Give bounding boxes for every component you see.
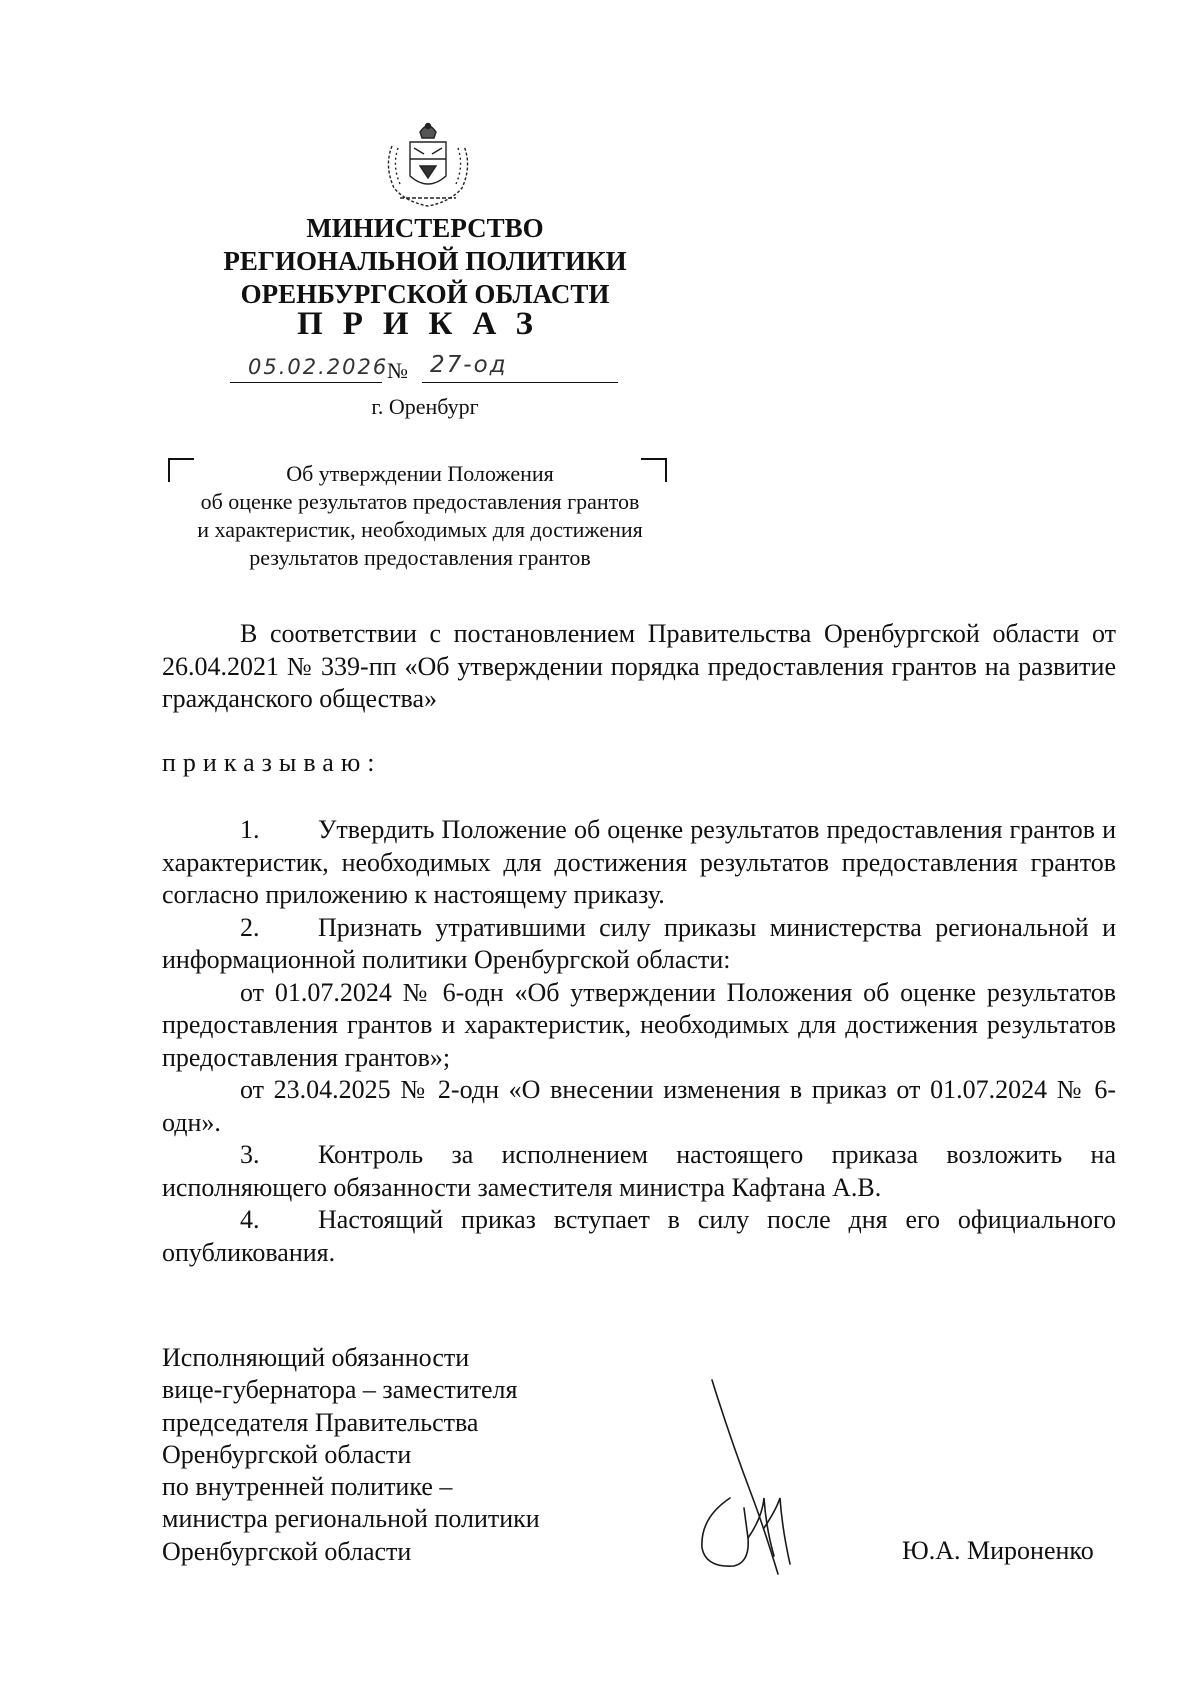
signer-title-line: председателя Правительства — [162, 1407, 479, 1437]
item-text: от 23.04.2025 № 2-одн «О внесении изменения в приказ от 01.07.2024 № 6-одн». — [162, 1075, 1116, 1137]
order-item-2-sub-1 — [162, 977, 1116, 1075]
city-label: г. Оренбург — [371, 394, 479, 419]
subject-line: об оценке результатов предоставления грантов — [200, 489, 640, 514]
document-date: 05.02.2026 — [248, 355, 389, 379]
order-item-2 — [162, 912, 1116, 977]
subject-line: Об утверждении Положения — [286, 461, 554, 486]
preamble-paragraph — [162, 618, 1116, 716]
ministry-line: РЕГИОНАЛЬНОЙ ПОЛИТИКИ — [223, 246, 627, 276]
date-underline — [230, 382, 382, 383]
signature-icon — [690, 1378, 820, 1583]
ministry-line: МИНИСТЕРСТВО — [306, 213, 544, 243]
order-item-3 — [162, 1139, 1116, 1204]
signer-title-line: Оренбургской области — [162, 1439, 412, 1469]
subject-line: и характеристик, необходимых для достижения — [197, 517, 643, 542]
signer-title — [162, 1342, 682, 1568]
signer-title-line: по внутренней политике – — [162, 1472, 453, 1502]
coat-of-arms-icon — [380, 118, 476, 210]
item-text: от 01.07.2024 № 6-одн «Об утверждении Положения об оценке результатов предоставления грантов и характеристик, необходимых для достижения результатов предоставления грантов»; — [162, 977, 1116, 1072]
coat-of-arms-emblem — [380, 118, 476, 210]
document-subject — [160, 460, 680, 572]
order-item-4 — [162, 1204, 1116, 1269]
order-item-2-sub-2 — [162, 1074, 1116, 1139]
item-number: 4. — [240, 1205, 260, 1234]
number-sign: № — [387, 358, 408, 383]
document-type-title: ПРИКАЗ — [297, 306, 553, 342]
ministry-name — [190, 212, 660, 311]
signer-title-line: вице-губернатора – заместителя — [162, 1375, 518, 1405]
subject-line: результатов предоставления грантов — [249, 545, 591, 570]
preamble-text: В соответствии с постановлением Правительства Оренбургской области от 26.04.2021 № 339-пп «Об утверждении порядка предоставления грантов на развитие гражданского общества» — [162, 619, 1116, 713]
item-number: 3. — [240, 1140, 260, 1169]
item-text: Настоящий приказ вступает в силу после дня его официального опубликования. — [162, 1205, 1116, 1267]
number-underline — [422, 382, 618, 383]
order-item-1 — [162, 814, 1116, 912]
item-text: Контроль за исполнением настоящего приказа возложить на исполняющего обязанности заместителя министра Кафтана А.В. — [162, 1140, 1116, 1202]
ministry-line: ОРЕНБУРГСКОЙ ОБЛАСТИ — [240, 279, 610, 309]
item-text: Признать утратившими силу приказы министерства региональной и информационной политики Оренбургской области: — [162, 912, 1116, 974]
signer-title-line: министра региональной политики — [162, 1504, 540, 1534]
document-number: 27-од — [430, 352, 508, 378]
signer-name: Ю.А. Мироненко — [902, 1536, 1094, 1565]
handwritten-signature — [690, 1378, 820, 1583]
item-number: 1. — [240, 815, 260, 844]
signer-title-line: Исполняющий обязанности — [162, 1343, 470, 1372]
item-text: Утвердить Положение об оценке результатов предоставления грантов и характеристик, необходимых для достижения результатов предоставления грантов согласно приложению к настоящему приказу. — [162, 815, 1116, 909]
order-word: приказываю: — [162, 748, 382, 777]
signer-title-line: Оренбургской области — [162, 1536, 412, 1566]
order-items — [162, 814, 1116, 1269]
date-number-line — [230, 352, 620, 392]
item-number: 2. — [240, 912, 260, 942]
